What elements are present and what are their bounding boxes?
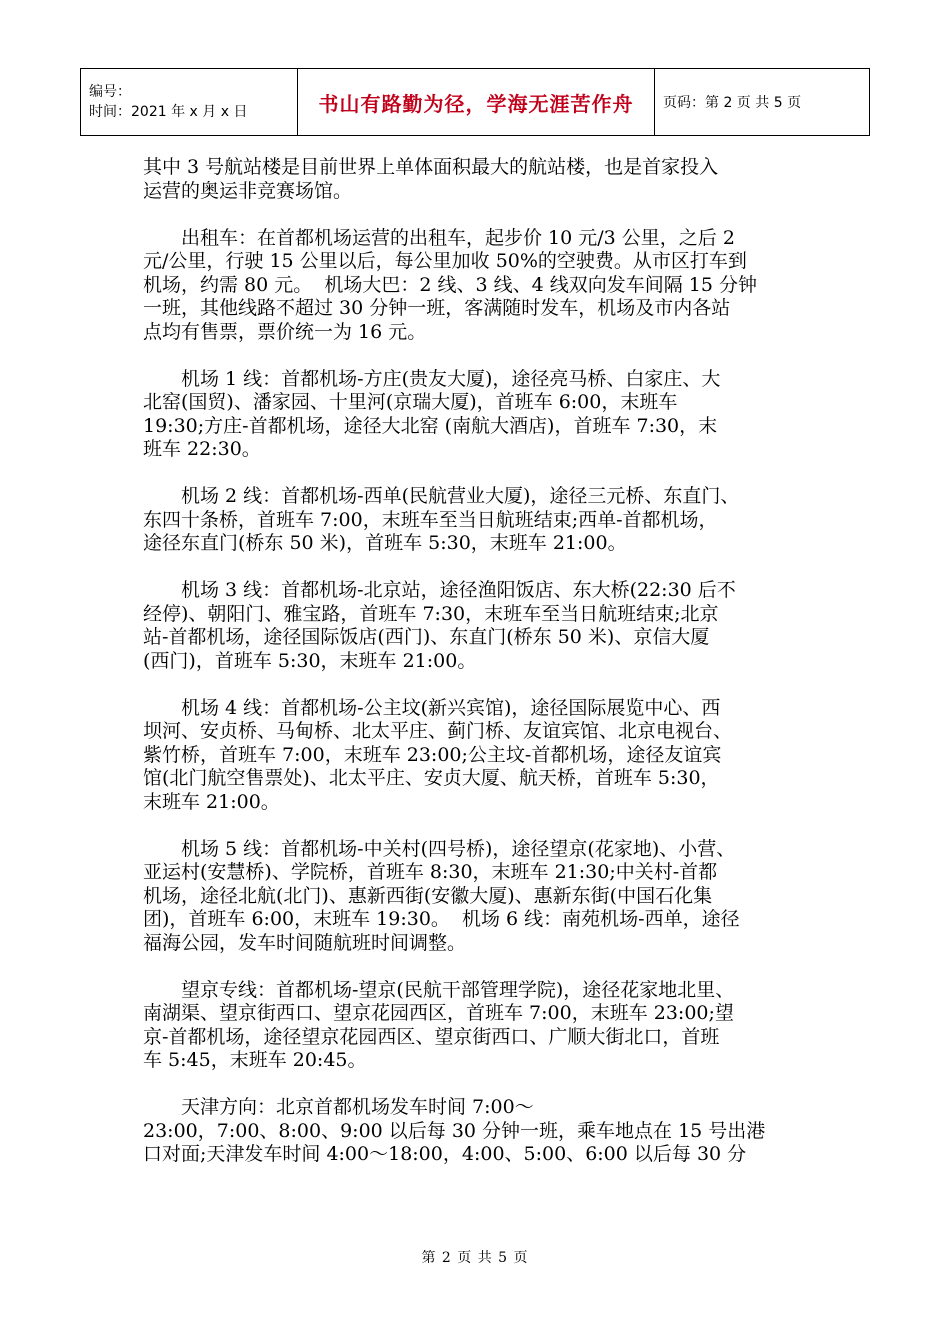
paragraph-tianjin: 天津方向：北京首都机场发车时间 7:00～ 23:00，7:00、8:00、9:00 以后每 30 分钟一班，乘车地点在 15 号出港 口对面;天津发车时间 4:00～18:00，4:00、5:00、6:00 以后每 30 分	[143, 1096, 766, 1165]
header-table	[80, 68, 870, 136]
paragraph-line4: 机场 4 线：首都机场-公主坟(新兴宾馆)，途径国际展览中心、西 坝河、安贞桥、马甸桥、北太平庄、蓟门桥、友谊宾馆、北京电视台、 紫竹桥，首班车 7:00，末班车 23:00;公主坟-首都机场，途径友谊宾 馆(北门航空售票处)、北太平庄、安贞大厦、航天桥，首班车 5:30， 末班车 21:00。	[143, 696, 733, 813]
document-body	[143, 156, 813, 1190]
page-footer: 第 2 页 共 5 页	[421, 1250, 529, 1266]
paragraph-wangjing: 望京专线：首都机场-望京(民航干部管理学院)，途径花家地北里、 南湖渠、望京街西口、望京花园西区，首班车 7:00，末班车 23:00;望 京-首都机场，途径望京花园西区、望京街西口、广顺大街北口，首班 车 5:45，末班车 20:45。	[143, 978, 735, 1071]
header-motto: 书山有路勤为径，学海无涯苦作舟	[298, 69, 655, 136]
paragraph-line2: 机场 2 线：首都机场-西单(民航营业大厦)，途径三元桥、东直门、 东四十条桥，首班车 7:00，末班车至当日航班结束;西单-首都机场， 途径东直门(桥东 50 米)，首班车 5:30，末班车 21:00。	[143, 485, 740, 554]
paragraph-taxi-bus: 出租车：在首都机场运营的出租车，起步价 10 元/3 公里，之后 2 元/公里，行驶 15 公里以后，每公里加收 50%的空驶费。从市区打车到 机场，约需 80 元。 机场大巴：2 线、3 线、4 线双向发车间隔 15 分钟 一班，其他线路不超过 30 分钟一班，客满随时发车，机场及市内各站 点均有售票，票价统一为 16 元。	[143, 226, 757, 343]
doc-date-label: 时间：2021 年 x 月 x 日	[89, 104, 248, 120]
header-meta-cell	[81, 69, 298, 136]
header-page-info: 页码：第 2 页 共 5 页	[655, 69, 870, 136]
paragraph-terminal3: 其中 3 号航站楼是目前世界上单体面积最大的航站楼，也是首家投入 运营的奥运非竞赛场馆。	[143, 156, 719, 202]
paragraph-line3: 机场 3 线：首都机场-北京站，途径渔阳饭店、东大桥(22:30 后不 经停)、朝阳门、雅宝路，首班车 7:30，末班车至当日航班结束;北京 站-首都机场，途径国际饭店(西门)、东直门(桥东 50 米)、京信大厦 (西门)，首班车 5:30，末班车 21:00。	[143, 579, 736, 672]
paragraph-line1: 机场 1 线：首都机场-方庄(贵友大厦)，途径亮马桥、白家庄、大 北窑(国贸)、潘家园、十里河(京瑞大厦)，首班车 6:00，末班车 19:30;方庄-首都机场，途径大北窑 (南航大酒店)，首班车 7:30，末 班车 22:30。	[143, 367, 721, 460]
paragraph-line5-6: 机场 5 线：首都机场-中关村(四号桥)，途径望京(花家地)、小营、 亚运村(安慧桥)、学院桥，首班车 8:30，末班车 21:30;中关村-首都 机场，途径北航(北门)、惠新西街(安徽大厦)、惠新东街(中国石化集 团)，首班车 6:00，末班车 19:30。 机场 6 线：南苑机场-西单，途径 福海公园，发车时间随航班时间调整。	[143, 837, 740, 954]
doc-number-label: 编号：	[89, 84, 131, 100]
